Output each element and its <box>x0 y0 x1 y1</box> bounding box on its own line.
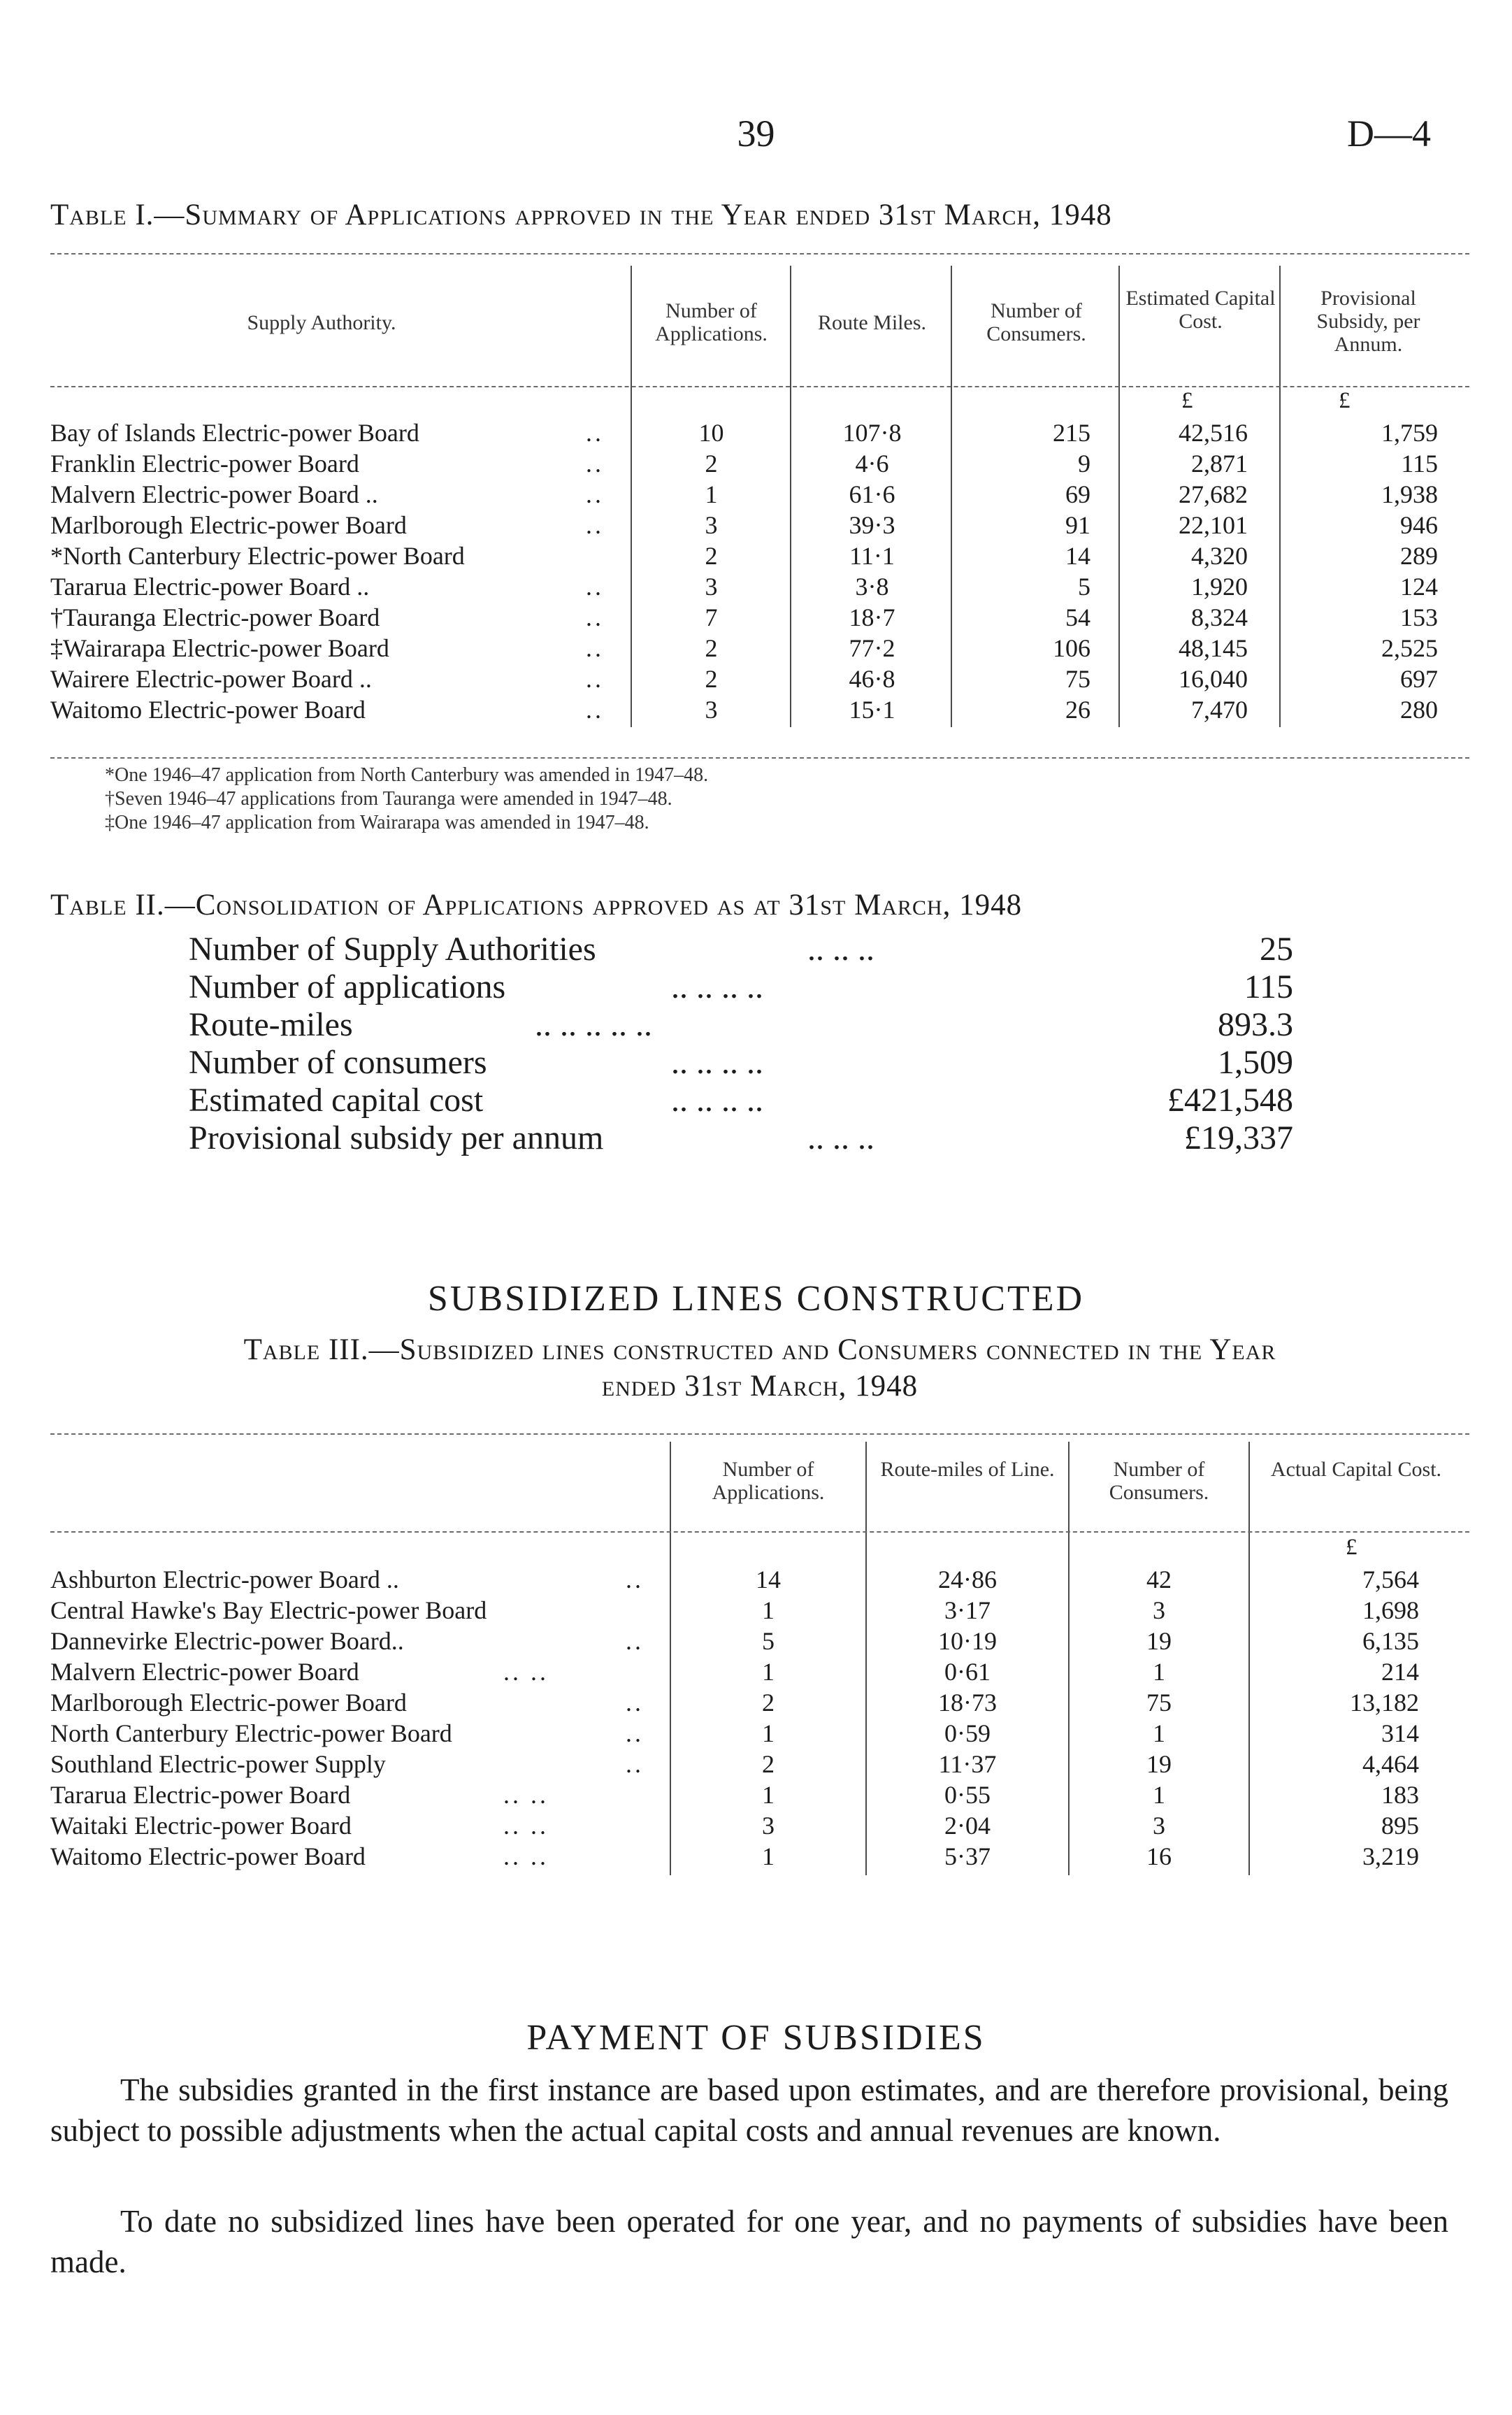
capital-cost-value: 7,470 <box>1191 696 1248 724</box>
consumers-value: 16 <box>1146 1842 1172 1870</box>
table1-row <box>0 602 1512 633</box>
table2-row <box>189 1081 1293 1120</box>
capital-cost-value: 27,682 <box>1179 480 1248 508</box>
table3-row <box>0 1595 1512 1626</box>
table3-header-rule <box>50 1531 1469 1533</box>
table2-row <box>189 1043 1293 1082</box>
route-miles-value: 77·2 <box>849 634 895 662</box>
dot-leader: .. <box>626 1750 644 1778</box>
table3-row <box>0 1564 1512 1595</box>
route-miles-value: 3·17 <box>944 1596 991 1624</box>
applications-value: 7 <box>705 603 718 631</box>
route-miles-value: 0·59 <box>944 1719 991 1747</box>
dot-leader: .. <box>586 634 604 662</box>
capital-cost-value: 7,564 <box>1362 1565 1419 1593</box>
applications-value: 10 <box>698 419 724 447</box>
route-miles-value: 3·8 <box>855 573 889 601</box>
capital-cost-value: 895 <box>1381 1812 1419 1840</box>
capital-cost-value: 183 <box>1381 1781 1419 1809</box>
table1-row <box>0 571 1512 602</box>
dot-leader: .. <box>586 450 604 478</box>
capital-cost-value: 42,516 <box>1179 419 1248 447</box>
dot-leader: .. .. <box>503 1781 549 1809</box>
table3-top-rule <box>50 1433 1469 1435</box>
capital-cost-value: 16,040 <box>1179 665 1248 693</box>
subsidy-value: 2,525 <box>1381 634 1438 662</box>
applications-value: 1 <box>762 1781 775 1809</box>
applications-value: 3 <box>705 511 718 539</box>
table1-header-route-miles: Route Miles. <box>818 311 926 334</box>
consolidation-value: £19,337 <box>1184 1119 1293 1156</box>
subsidy-value: 1,759 <box>1381 419 1438 447</box>
table3-title-line: ended 31st March, 1948 <box>601 1370 919 1403</box>
dot-leader: .. <box>586 603 604 631</box>
consumers-value: 1 <box>1153 1781 1165 1809</box>
table1-header-capital: Estimated Capital Cost. <box>1125 287 1276 333</box>
table2-title: Table II.—Consolidation of Applications approved as at 31st March, 1948 <box>50 889 1023 922</box>
authority-name: *North Canterbury Electric-power Board <box>50 542 465 570</box>
authority-name: Tararua Electric-power Board .. <box>50 573 370 601</box>
applications-value: 14 <box>756 1565 781 1593</box>
authority-name: Malvern Electric-power Board <box>50 1658 359 1686</box>
consumers-value: 69 <box>1065 480 1090 508</box>
dot-leader: .. .. <box>503 1842 549 1870</box>
dot-leader: .. .. .. .. .. <box>535 1006 652 1043</box>
consolidation-value: 25 <box>1260 931 1293 968</box>
route-miles-value: 24·86 <box>938 1565 997 1593</box>
authority-name: Marlborough Electric-power Board <box>50 1689 407 1717</box>
capital-cost-value: 4,464 <box>1362 1750 1419 1778</box>
document-reference: D—4 <box>1347 113 1431 155</box>
dot-leader: .. <box>586 480 604 508</box>
authority-name: North Canterbury Electric-power Board <box>50 1719 452 1747</box>
table1-header-subsidy: Provisional Subsidy, per Annum. <box>1316 287 1420 356</box>
table3-row <box>0 1810 1512 1841</box>
consolidation-label: Number of consumers <box>189 1044 487 1081</box>
authority-name: †Tauranga Electric-power Board <box>50 603 380 631</box>
consumers-value: 3 <box>1153 1596 1165 1624</box>
route-miles-value: 5·37 <box>944 1842 991 1870</box>
applications-value: 2 <box>762 1750 775 1778</box>
table3-row <box>0 1626 1512 1656</box>
table1-header-rule <box>50 386 1469 387</box>
footnote: ‡One 1946–47 application from Wairarapa was amended in 1947–48. <box>105 812 649 833</box>
table1-row <box>0 664 1512 694</box>
route-miles-value: 107·8 <box>842 419 902 447</box>
authority-name: Bay of Islands Electric-power Board <box>50 419 419 447</box>
footnote: *One 1946–47 application from North Canterbury was amended in 1947–48. <box>105 764 709 786</box>
dot-leader: .. <box>586 665 604 693</box>
consumers-value: 54 <box>1065 603 1090 631</box>
subsidy-value: 946 <box>1400 511 1438 539</box>
route-miles-value: 4·6 <box>855 450 889 478</box>
dot-leader: .. <box>586 573 604 601</box>
table1-row <box>0 479 1512 510</box>
table1-row <box>0 694 1512 725</box>
subsidy-value: 1,938 <box>1381 480 1438 508</box>
table1-header-consumers: Number of Consumers. <box>986 299 1086 345</box>
consumers-value: 19 <box>1146 1750 1172 1778</box>
dot-leader: .. <box>586 696 604 724</box>
route-miles-value: 39·3 <box>849 511 895 539</box>
table3-header-applications: Number of Applications. <box>712 1458 825 1504</box>
authority-name: ‡Wairarapa Electric-power Board <box>50 634 389 662</box>
dot-leader: .. <box>586 419 604 447</box>
dot-leader: .. <box>626 1627 644 1655</box>
capital-cost-value: 48,145 <box>1179 634 1248 662</box>
dot-leader: .. .. .. .. <box>671 1044 763 1081</box>
consumers-value: 1 <box>1153 1658 1165 1686</box>
applications-value: 3 <box>705 696 718 724</box>
applications-value: 2 <box>705 634 718 662</box>
capital-cost-value: 2,871 <box>1191 450 1248 478</box>
consolidation-label: Number of applications <box>189 968 506 1005</box>
table1-row <box>0 633 1512 664</box>
subsidy-value: 153 <box>1400 603 1438 631</box>
consumers-value: 91 <box>1065 511 1090 539</box>
footnote: †Seven 1946–47 applications from Tauranga were amended in 1947–48. <box>105 788 672 810</box>
table3-row <box>0 1656 1512 1687</box>
capital-cost-value: 8,324 <box>1191 603 1248 631</box>
route-miles-value: 61·6 <box>849 480 895 508</box>
applications-value: 2 <box>705 450 718 478</box>
table3-header-consumers: Number of Consumers. <box>1109 1458 1209 1504</box>
applications-value: 1 <box>762 1596 775 1624</box>
dot-leader: .. .. <box>503 1812 549 1840</box>
table3-header-capital: Actual Capital Cost. <box>1270 1458 1442 1481</box>
consolidation-value: 115 <box>1244 968 1293 1005</box>
subsidy-value: 124 <box>1400 573 1438 601</box>
table1-row <box>0 540 1512 571</box>
dot-leader: .. .. .. .. <box>671 1082 763 1119</box>
table2-row <box>189 1119 1293 1158</box>
applications-value: 2 <box>762 1689 775 1717</box>
route-miles-value: 18·73 <box>938 1689 997 1717</box>
subsidy-value: 280 <box>1400 696 1438 724</box>
applications-value: 5 <box>762 1627 775 1655</box>
dot-leader: .. .. .. <box>807 1119 874 1156</box>
authority-name: Southland Electric-power Supply <box>50 1750 386 1778</box>
authority-name: Central Hawke's Bay Electric-power Board <box>50 1596 487 1624</box>
dot-leader: .. <box>626 1689 644 1717</box>
capital-cost-value: 3,219 <box>1362 1842 1419 1870</box>
table1-bottom-rule <box>50 757 1469 759</box>
dot-leader: .. .. <box>503 1658 549 1686</box>
authority-name: Waitomo Electric-power Board <box>50 1842 366 1870</box>
consolidation-label: Estimated capital cost <box>189 1082 484 1119</box>
table3-title <box>50 1332 1469 1405</box>
consumers-value: 75 <box>1065 665 1090 693</box>
applications-value: 1 <box>762 1719 775 1747</box>
table1-top-rule <box>50 253 1469 255</box>
capital-cost-value: 314 <box>1381 1719 1419 1747</box>
consumers-value: 14 <box>1065 542 1090 570</box>
authority-name: Waitaki Electric-power Board <box>50 1812 352 1840</box>
capital-cost-value: 22,101 <box>1179 511 1248 539</box>
route-miles-value: 10·19 <box>938 1627 997 1655</box>
dot-leader: .. <box>626 1565 644 1593</box>
route-miles-value: 15·1 <box>849 696 895 724</box>
table1-row <box>0 448 1512 479</box>
authority-name: Waitomo Electric-power Board <box>50 696 366 724</box>
consumers-value: 75 <box>1146 1689 1172 1717</box>
consolidation-value: £421,548 <box>1167 1082 1293 1119</box>
dot-leader: .. <box>626 1719 644 1747</box>
applications-value: 2 <box>705 542 718 570</box>
table3-row <box>0 1687 1512 1718</box>
table1-header-authority: Supply Authority. <box>247 311 396 334</box>
page-number: 39 <box>737 113 775 155</box>
consumers-value: 26 <box>1065 696 1090 724</box>
applications-value: 1 <box>762 1842 775 1870</box>
table3-pound-sign: £ <box>1346 1535 1358 1560</box>
subsidy-value: 115 <box>1401 450 1438 478</box>
dot-leader: .. .. .. .. <box>671 968 763 1005</box>
paragraph: To date no subsidized lines have been operated for one year, and no payments of subsidies have been made. <box>50 2204 1448 2279</box>
consumers-value: 19 <box>1146 1627 1172 1655</box>
table1-pound-sign: £ <box>1181 388 1193 413</box>
applications-value: 1 <box>705 480 718 508</box>
table3-title-line: Table III.—Subsidized lines constructed and Consumers connected in the Year <box>243 1333 1276 1366</box>
route-miles-value: 11·37 <box>938 1750 997 1778</box>
authority-name: Marlborough Electric-power Board <box>50 511 407 539</box>
consumers-value: 106 <box>1053 634 1090 662</box>
table1-row <box>0 417 1512 448</box>
capital-cost-value: 214 <box>1381 1658 1419 1686</box>
applications-value: 2 <box>705 665 718 693</box>
subsidy-value: 697 <box>1400 665 1438 693</box>
section-title: SUBSIDIZED LINES CONSTRUCTED <box>427 1279 1085 1319</box>
applications-value: 3 <box>762 1812 775 1840</box>
paragraph: The subsidies granted in the first instance are based upon estimates, and are therefore provisional, being subject to possible adjustments when the actual capital costs and annual revenues are known. <box>50 2072 1448 2148</box>
consumers-value: 3 <box>1153 1812 1165 1840</box>
table3-row <box>0 1779 1512 1810</box>
authority-name: Tararua Electric-power Board <box>50 1781 351 1809</box>
consolidation-label: Route-miles <box>189 1006 353 1043</box>
capital-cost-value: 4,320 <box>1191 542 1248 570</box>
consumers-value: 9 <box>1078 450 1090 478</box>
table1-pound-sign: £ <box>1339 388 1351 413</box>
section-title: PAYMENT OF SUBSIDIES <box>526 2018 986 2058</box>
consolidation-label: Provisional subsidy per annum <box>189 1119 604 1156</box>
dot-leader: .. .. .. <box>807 931 874 968</box>
route-miles-value: 46·8 <box>849 665 895 693</box>
subsidy-value: 289 <box>1400 542 1438 570</box>
consumers-value: 5 <box>1078 573 1090 601</box>
table2-row <box>189 968 1293 1007</box>
table3-header-route-miles: Route-miles of Line. <box>880 1458 1055 1481</box>
route-miles-value: 11·1 <box>849 542 895 570</box>
route-miles-value: 0·55 <box>944 1781 991 1809</box>
consumers-value: 1 <box>1153 1719 1165 1747</box>
authority-name: Franklin Electric-power Board <box>50 450 359 478</box>
consumers-value: 215 <box>1053 419 1090 447</box>
capital-cost-value: 13,182 <box>1350 1689 1419 1717</box>
authority-name: Dannevirke Electric-power Board.. <box>50 1627 404 1655</box>
consolidation-label: Number of Supply Authorities <box>189 931 596 968</box>
route-miles-value: 18·7 <box>849 603 895 631</box>
authority-name: Ashburton Electric-power Board .. <box>50 1565 399 1593</box>
route-miles-value: 0·61 <box>944 1658 991 1686</box>
authority-name: Malvern Electric-power Board .. <box>50 480 378 508</box>
consolidation-value: 893.3 <box>1218 1006 1293 1043</box>
authority-name: Wairere Electric-power Board .. <box>50 665 372 693</box>
table3-row <box>0 1841 1512 1872</box>
table1-row <box>0 510 1512 540</box>
table2-row <box>189 930 1293 969</box>
applications-value: 3 <box>705 573 718 601</box>
table1-header-applications: Number of Applications. <box>655 299 768 345</box>
table3-row <box>0 1749 1512 1779</box>
route-miles-value: 2·04 <box>944 1812 991 1840</box>
capital-cost-value: 1,920 <box>1191 573 1248 601</box>
table3-row <box>0 1718 1512 1749</box>
table2-row <box>189 1005 1293 1045</box>
applications-value: 1 <box>762 1658 775 1686</box>
consolidation-value: 1,509 <box>1218 1044 1293 1081</box>
dot-leader: .. <box>586 511 604 539</box>
capital-cost-value: 1,698 <box>1362 1596 1419 1624</box>
table1-title: Table I.—Summary of Applications approved in the Year ended 31st March, 1948 <box>50 199 1112 231</box>
capital-cost-value: 6,135 <box>1362 1627 1419 1655</box>
consumers-value: 42 <box>1146 1565 1172 1593</box>
